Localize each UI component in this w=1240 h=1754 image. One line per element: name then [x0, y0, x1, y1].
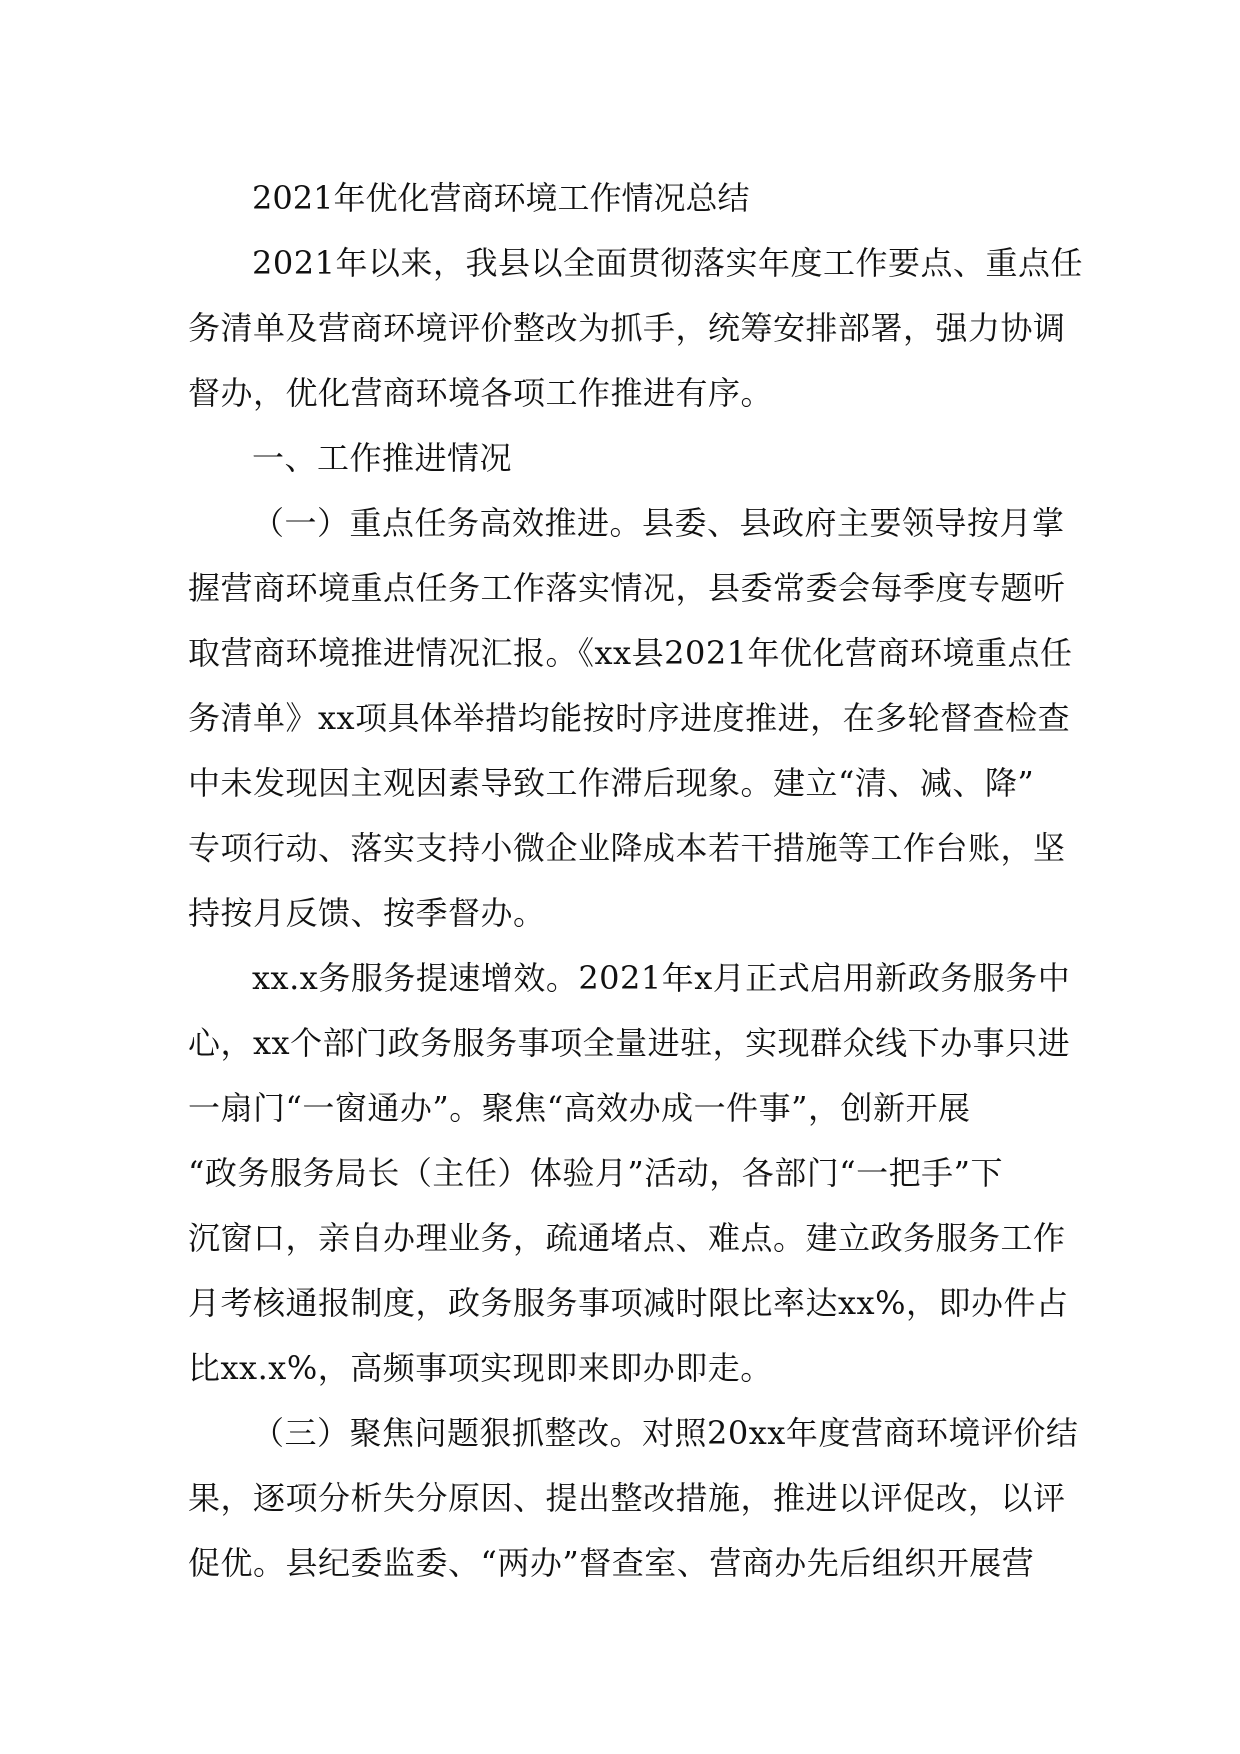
- paragraph-line: 比xx.x%，高频事项实现即来即办即走。: [188, 1349, 773, 1387]
- paragraph-line: 一扇门“一窗通办”。聚焦“高效办成一件事”，创新开展: [188, 1089, 971, 1127]
- paragraph-line: 沉窗口，亲自办理业务，疏通堵点、难点。建立政务服务工作: [188, 1219, 1066, 1257]
- paragraph-line: （三）聚焦问题狠抓整改。对照20xx年度营商环境评价结: [252, 1414, 1079, 1452]
- paragraph-line: 督办，优化营商环境各项工作推进有序。: [188, 374, 774, 412]
- paragraph-line: “政务服务局长（主任）体验月”活动，各部门“一把手”下: [188, 1154, 1003, 1192]
- document-body: [188, 166, 1083, 1596]
- paragraph-line: 专项行动、落实支持小微企业降成本若干措施等工作台账，坚: [188, 829, 1066, 867]
- paragraph-line: 持按月反馈、按季督办。: [188, 894, 546, 932]
- paragraph-key-tasks: [188, 491, 1073, 946]
- paragraph-line: 中未发现因主观因素导致工作滞后现象。建立“清、减、降”: [188, 764, 1035, 802]
- paragraph-government-services: [188, 946, 1071, 1401]
- paragraph-line: 取营商环境推进情况汇报。《xx县2021年优化营商环境重点任: [188, 634, 1073, 672]
- paragraph-line: 握营商环境重点任务工作落实情况，县委常委会每季度专题听: [188, 569, 1066, 607]
- section-heading: [188, 426, 1058, 491]
- paragraph-line: 务清单及营商环境评价整改为抓手，统筹安排部署，强力协调: [188, 309, 1066, 347]
- paragraph-line: 务清单》xx项具体举措均能按时序进度推进，在多轮督查检查: [188, 699, 1071, 737]
- paragraph-line: （一）重点任务高效推进。县委、县政府主要领导按月掌: [252, 504, 1065, 542]
- paragraph-line: xx.x务服务提速增效。2021年x月正式启用新政务服务中: [252, 959, 1071, 997]
- paragraph-line: 心，xx个部门政务服务事项全量进驻，实现群众线下办事只进: [188, 1024, 1071, 1062]
- document-title: 2021年优化营商环境工作情况总结: [252, 179, 750, 217]
- paragraph-line: 月考核通报制度，政务服务事项减时限比率达xx%，即办件占: [188, 1284, 1069, 1322]
- paragraph-line: 2021年以来，我县以全面贯彻落实年度工作要点、重点任: [252, 244, 1083, 282]
- paragraph-line: 果，逐项分析失分原因、提出整改措施，推进以评促改，以评: [188, 1479, 1066, 1517]
- paragraph-intro: [188, 231, 1083, 426]
- paragraph-line: 促优。县纪委监委、“两办”督查室、营商办先后组织开展营: [188, 1544, 1035, 1582]
- heading-line: 一、工作推进情况: [252, 439, 513, 477]
- paragraph-rectification: [188, 1401, 1079, 1596]
